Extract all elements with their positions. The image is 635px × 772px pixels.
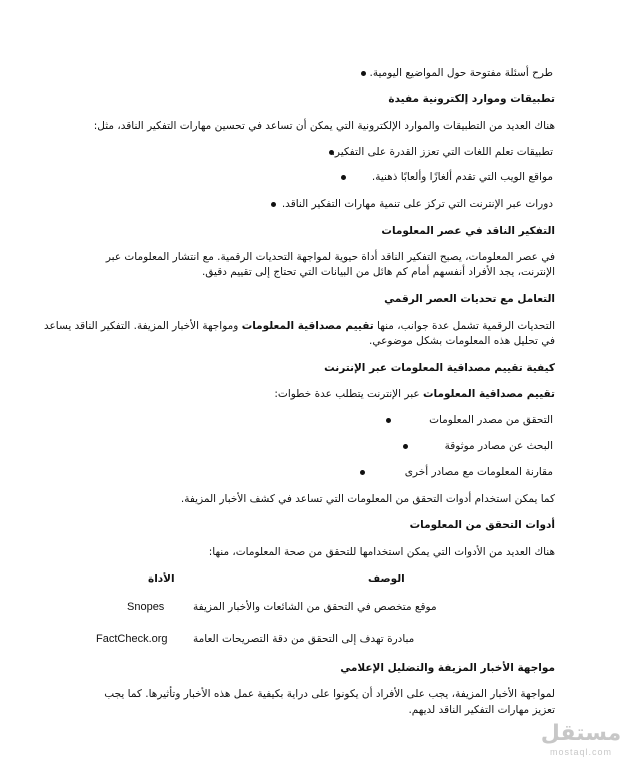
bullet-dot [361, 71, 366, 76]
apps-item-2: مواقع الويب التي تقدم ألغازًا وألعابًا ذهنية. [371, 171, 553, 183]
evaluate-intro [274, 387, 555, 401]
bullet-dot [360, 470, 365, 475]
evaluate-item-2: البحث عن مصادر موثوقة [444, 440, 553, 452]
section-heading-info-age: التفكير الناقد في عصر المعلومات [381, 225, 555, 237]
apps-item-3: دورات عبر الإنترنت التي تركز على تنمية مهارات التفكير الناقد. [281, 198, 553, 210]
table-cell-description: مبادرة تهدف إلى التحقق من دقة التصريحات العامة [193, 633, 415, 645]
info-age-line-1: في عصر المعلومات، يصبح التفكير الناقد أداة حيوية لمواجهة التحديات الرقمية. مع انتشار المعلومات عبر [105, 251, 555, 263]
evaluate-item-1: التحقق من مصدر المعلومات [429, 414, 553, 426]
section-heading-evaluate: كيفية تقييم مصداقية المعلومات عبر الإنترنت [324, 362, 555, 374]
bullet-dot [341, 175, 346, 180]
tools-intro: هناك العديد من الأدوات التي يمكن استخدامها للتحقق من صحة المعلومات، منها: [208, 546, 555, 558]
bullet-dot [386, 418, 391, 423]
evaluate-item-3: مقارنة المعلومات مع مصادر أخرى [404, 466, 553, 478]
evaluate-closing: كما يمكن استخدام أدوات التحقق من المعلومات التي تساعد في كشف الأخبار المزيفة. [180, 493, 555, 505]
fake-news-line-2: تعزيز مهارات التفكير الناقد لديهم. [408, 704, 555, 716]
info-age-line-2: الإنترنت، يجد الأفراد أنفسهم أمام كم هائل من البيانات التي تحتاج إلى تقييم دقيق. [201, 266, 555, 278]
challenges-text-bold: تقييم مصداقية المعلومات [241, 320, 374, 332]
evaluate-intro-rest: عبر الإنترنت يتطلب عدة خطوات: [274, 388, 423, 400]
table-header-description: الوصف [368, 573, 405, 585]
table-cell-tool: Snopes [127, 601, 165, 613]
section-heading-fake-news: مواجهة الأخبار المزيفة والتضليل الإعلامي [340, 662, 555, 674]
apps-intro: هناك العديد من التطبيقات والموارد الإلكترونية التي يمكن أن تساعد في تحسين مهارات التفكير الناقد، مثل: [93, 120, 555, 132]
table-header-tool: الأداة [148, 573, 175, 585]
challenges-line-1 [44, 319, 555, 333]
challenges-line-2: في تحليل هذه المعلومات بشكل موضوعي. [369, 335, 555, 347]
bullet-dot [403, 444, 408, 449]
table-cell-tool: FactCheck.org [96, 633, 168, 645]
fake-news-line-1: لمواجهة الأخبار المزيفة، يجب على الأفراد أن يكونوا على دراية بكيفية عمل هذه الأخبار وتأثيرها. كما يجب [104, 688, 555, 700]
challenges-text-a: التحديات الرقمية تشمل عدة جوانب، منها [373, 320, 555, 332]
table-cell-description: موقع متخصص في التحقق من الشائعات والأخبار المزيفة [193, 601, 437, 613]
watermark-latin: mostaql.com [549, 747, 613, 757]
bullet-item: طرح أسئلة مفتوحة حول المواضيع اليومية. [369, 67, 553, 79]
evaluate-intro-bold: تقييم مصداقية المعلومات [422, 388, 555, 400]
watermark-arabic: مستقل [540, 721, 622, 746]
apps-item-1: تطبيقات تعلم اللغات التي تعزز القدرة على التفكير. [331, 146, 553, 158]
section-heading-tools: أدوات التحقق من المعلومات [409, 519, 555, 531]
challenges-text-b: ومواجهة الأخبار المزيفة. التفكير الناقد يساعد [44, 320, 242, 332]
section-heading-digital-challenges: التعامل مع تحديات العصر الرقمي [384, 293, 555, 305]
section-heading-apps: تطبيقات وموارد إلكترونية مفيدة [388, 93, 555, 105]
mostaql-watermark [540, 714, 622, 764]
bullet-dot [271, 202, 276, 207]
